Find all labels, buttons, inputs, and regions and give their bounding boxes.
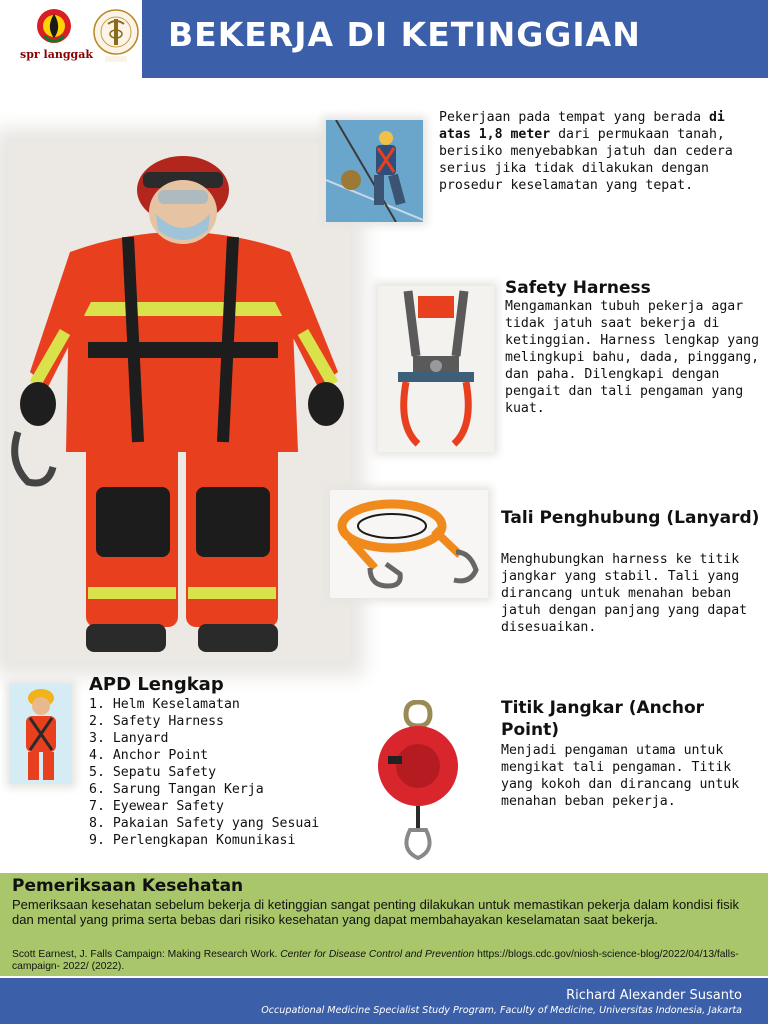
apd-list	[89, 696, 349, 849]
worker-ppe-illustration	[8, 142, 350, 662]
harness-description: Mengamankan tubuh pekerja agar tidak jatuh saat bekerja di ketinggian. Harness lengkap yang melingkupi bahu, dada, pinggang, dan paha. Dilengkapi dengan pengait dan tali pengaman yang kuat.	[505, 299, 760, 416]
list-item: 7. Eyewear Safety	[89, 799, 224, 814]
list-item: 1. Helm Keselamatan	[89, 697, 240, 712]
apd-worker-illustration	[10, 684, 72, 784]
lanyard-image	[330, 490, 488, 598]
health-heading: Pemeriksaan Kesehatan	[12, 876, 244, 896]
intro-text-emphasis: di atas 1,8 meter	[439, 110, 725, 142]
climber-photo	[326, 120, 423, 222]
anchor-description: Menjadi pengaman utama untuk mengikat tali pengaman. Titik yang kokoh dan dirancang untuk menahan beban pekerja.	[501, 743, 740, 809]
harness-heading: Safety Harness	[505, 278, 651, 298]
health-description: Pemeriksaan kesehatan sebelum bekerja di ketinggian sangat penting dilakukan untuk memastikan pekerja dalam kondisi fisik dan mental yang prima serta bebas dari risiko kesehatan yang dapat membahayakan keselamatan saat bekerja.	[12, 897, 739, 927]
intro-paragraph	[439, 109, 755, 194]
list-item: 5. Sepatu Safety	[89, 765, 217, 780]
author-name: Richard Alexander Susanto	[566, 988, 742, 1003]
list-item: 6. Sarung Tangan Kerja	[89, 782, 264, 797]
reference-url: https://blogs.cdc.gov/niosh-science-blog/2022/04/13/falls-campaign- 2022/ (2022).	[12, 949, 739, 972]
reference-authors: Scott Earnest, J. Falls Campaign: Making Research Work.	[12, 949, 281, 960]
list-item: 4. Anchor Point	[89, 748, 209, 763]
list-item: 3. Lanyard	[89, 731, 169, 746]
lanyard-description: Menghubungkan harness ke titik jangkar yang stabil. Tali yang dirancang untuk menahan beban jatuh dengan panjang yang dapat disesuaikan.	[501, 552, 748, 635]
safety-harness-image	[378, 286, 494, 452]
anchor-device-image	[360, 700, 478, 860]
author-affiliation: Occupational Medicine Specialist Study Program, Faculty of Medicine, Universitas Indonesia, Jakarta	[261, 1005, 742, 1016]
page-title: BEKERJA DI KETINGGIAN	[168, 15, 641, 54]
intro-text-end: dari permukaan tanah, berisiko menyebabkan jatuh dan cedera serius jika tidak dilakukan dengan prosedur keselamatan yang tepat.	[439, 127, 733, 193]
lanyard-heading: Tali Penghubung (Lanyard)	[501, 508, 760, 528]
reference-source: Center for Disease Control and Prevention	[280, 949, 475, 960]
foundation-seal-logo-icon	[93, 4, 139, 68]
intro-text-start: Pekerjaan pada tempat yang berada	[439, 110, 709, 125]
list-item: 2. Safety Harness	[89, 714, 224, 729]
list-item: 9. Perlengkapan Komunikasi	[89, 833, 296, 848]
anchor-heading: Titik Jangkar (Anchor Point)	[501, 698, 705, 740]
reference-citation	[12, 949, 762, 973]
list-item: 8. Pakaian Safety yang Sesuai	[89, 816, 320, 831]
logo-text: spr langgak	[20, 48, 93, 61]
apd-heading: APD Lengkap	[89, 674, 224, 695]
